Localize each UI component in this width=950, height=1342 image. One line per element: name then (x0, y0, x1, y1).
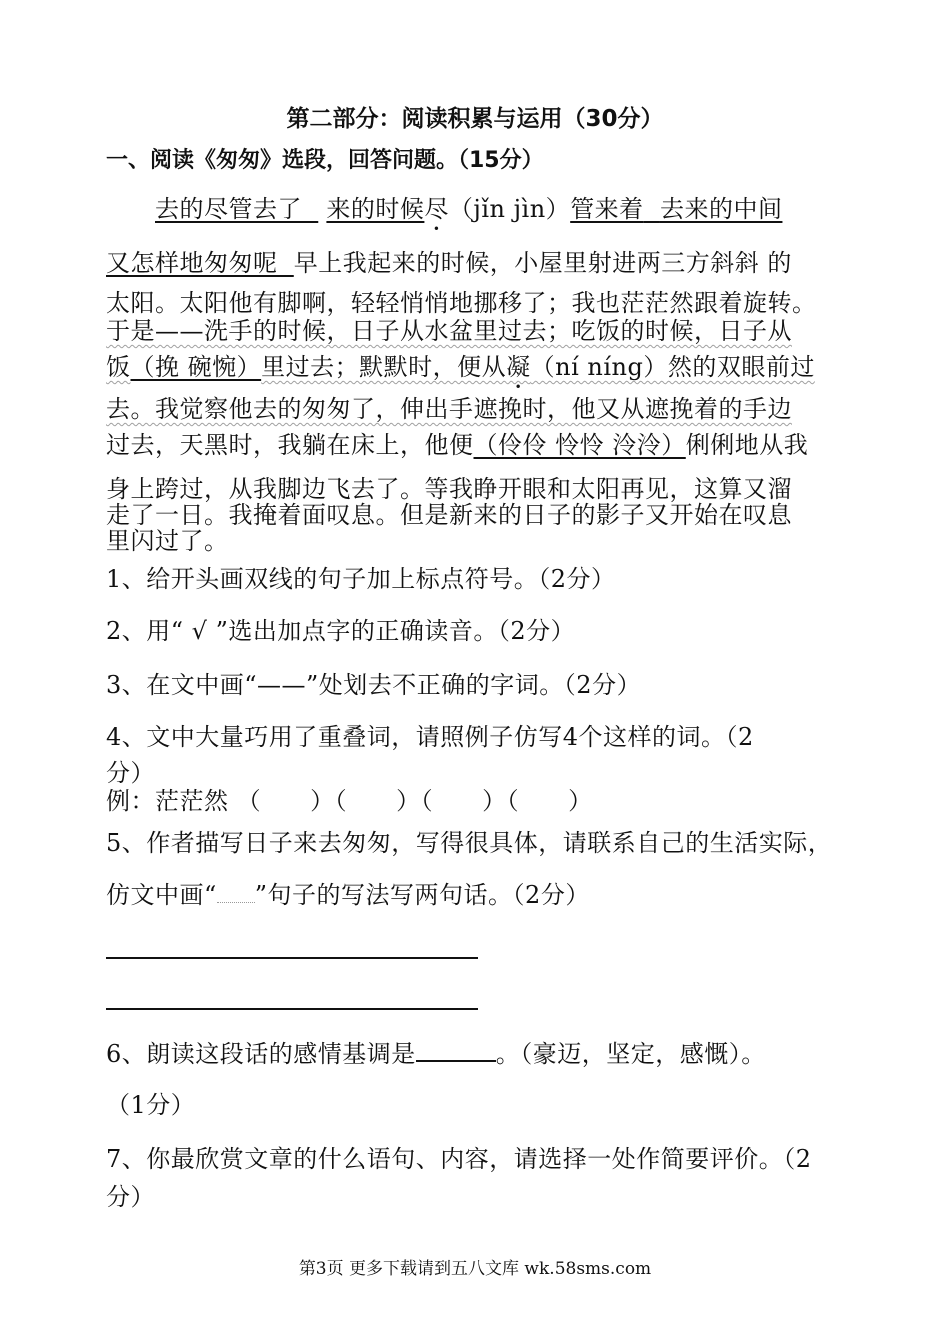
wavy-underlined-text: 于是——洗手的时候，日子从水盆里过去；吃饭的时候，日子从 (106, 317, 792, 345)
question-7-continued: 分） (106, 1183, 155, 1211)
word-options: （挽 碗惋） (130, 353, 262, 381)
passage-line-1 (155, 194, 782, 224)
page-footer: 第3页 更多下载请到五八文库 wk.58sms.com (298, 1259, 652, 1279)
question-6 (106, 1038, 766, 1069)
question-6-score: （1分） (106, 1091, 196, 1119)
dotted-character: 凝 (506, 353, 531, 381)
passage-line-8: 身上跨过，从我脚边飞去了。等我睁开眼和太阳再见，这算又溜 (106, 475, 792, 503)
wavy-underlined-text: 饭 (106, 353, 131, 381)
double-underlined-text: 去的尽管去了 (155, 195, 302, 223)
pinyin-options: （jǐn jìn） (448, 195, 571, 223)
wavy-underlined-text: 里过去；默默时，便从 (261, 353, 507, 381)
passage-line-10: 里闪过了。 (106, 527, 229, 555)
question-5-continued (106, 880, 590, 910)
question-3: 3、在文中画“——”处划去不正确的字词。（2分） (106, 671, 642, 699)
question-text: 6、朗读这段话的感情基调是 (106, 1040, 416, 1068)
wavy-blank (217, 884, 255, 903)
dotted-character: 尽 (424, 195, 449, 223)
part-title: 第二部分：阅读积累与运用（30分） (286, 106, 664, 132)
answer-blank[interactable] (416, 1038, 496, 1062)
double-underlined-text: 又怎样地匆匆呢 (106, 249, 278, 277)
question-text: 仿文中画“ (106, 881, 217, 909)
passage-text: 过去，天黑时，我躺在床上，他便 (106, 431, 474, 459)
passage-line-9: 走了一日。我掩着面叹息。但是新来的日子的影子又开始在叹息 (106, 501, 792, 529)
wavy-underlined-text: 去。我觉察他去的匆匆了，伸出手遮挽时，他又从遮挽着的手边 (106, 395, 792, 423)
passage-text: 俐俐地从我 (685, 431, 809, 459)
question-text: 。（豪迈，坚定，感慨）。 (495, 1040, 766, 1068)
passage-line-7 (106, 430, 808, 460)
word-options: （伶伶 怜怜 泠泠） (473, 431, 686, 459)
double-underlined-text: 来的时候 (326, 195, 425, 223)
answer-line-2[interactable] (106, 1008, 478, 1010)
question-5: 5、作者描写日子来去匆匆，写得很具体，请联系自己的生活实际， (106, 829, 833, 857)
answer-line-1[interactable] (106, 957, 478, 959)
question-4-example: 例：茫茫然 （ ）（ ）（ ）（ ） (106, 787, 593, 815)
section-heading: 一、阅读《匆匆》选段，回答问题。（15分） (106, 148, 544, 173)
passage-line-2 (106, 248, 792, 278)
passage-line-6 (106, 394, 792, 424)
question-1: 1、给开头画双线的句子加上标点符号。（2分） (106, 565, 616, 593)
question-7: 7、你最欣赏文章的什么语句、内容，请选择一处作简要评价。（2 (106, 1145, 812, 1173)
passage-line-5 (106, 352, 815, 382)
double-underlined-text: 去来的中间 (659, 195, 783, 223)
question-text: ”句子的写法写两句话。（2分） (254, 881, 590, 909)
passage-line-4 (106, 316, 792, 346)
question-4: 4、文中大量巧用了重叠词，请照例子仿写4个这样的词。（2 (106, 723, 754, 751)
question-4-continued: 分） (106, 759, 155, 787)
question-2: 2、用“ √ ”选出加点字的正确读音。（2分） (106, 617, 576, 645)
wavy-underlined-text: （ní níng）然的双眼前过 (530, 353, 815, 381)
passage-text: 早上我起来的时候，小屋里射进两三方斜斜 的 (293, 249, 792, 277)
double-underlined-text: 管来着 (570, 195, 644, 223)
passage-line-3: 太阳。太阳他有脚啊，轻轻悄悄地挪移了；我也茫茫然跟着旋转。 (106, 289, 817, 317)
